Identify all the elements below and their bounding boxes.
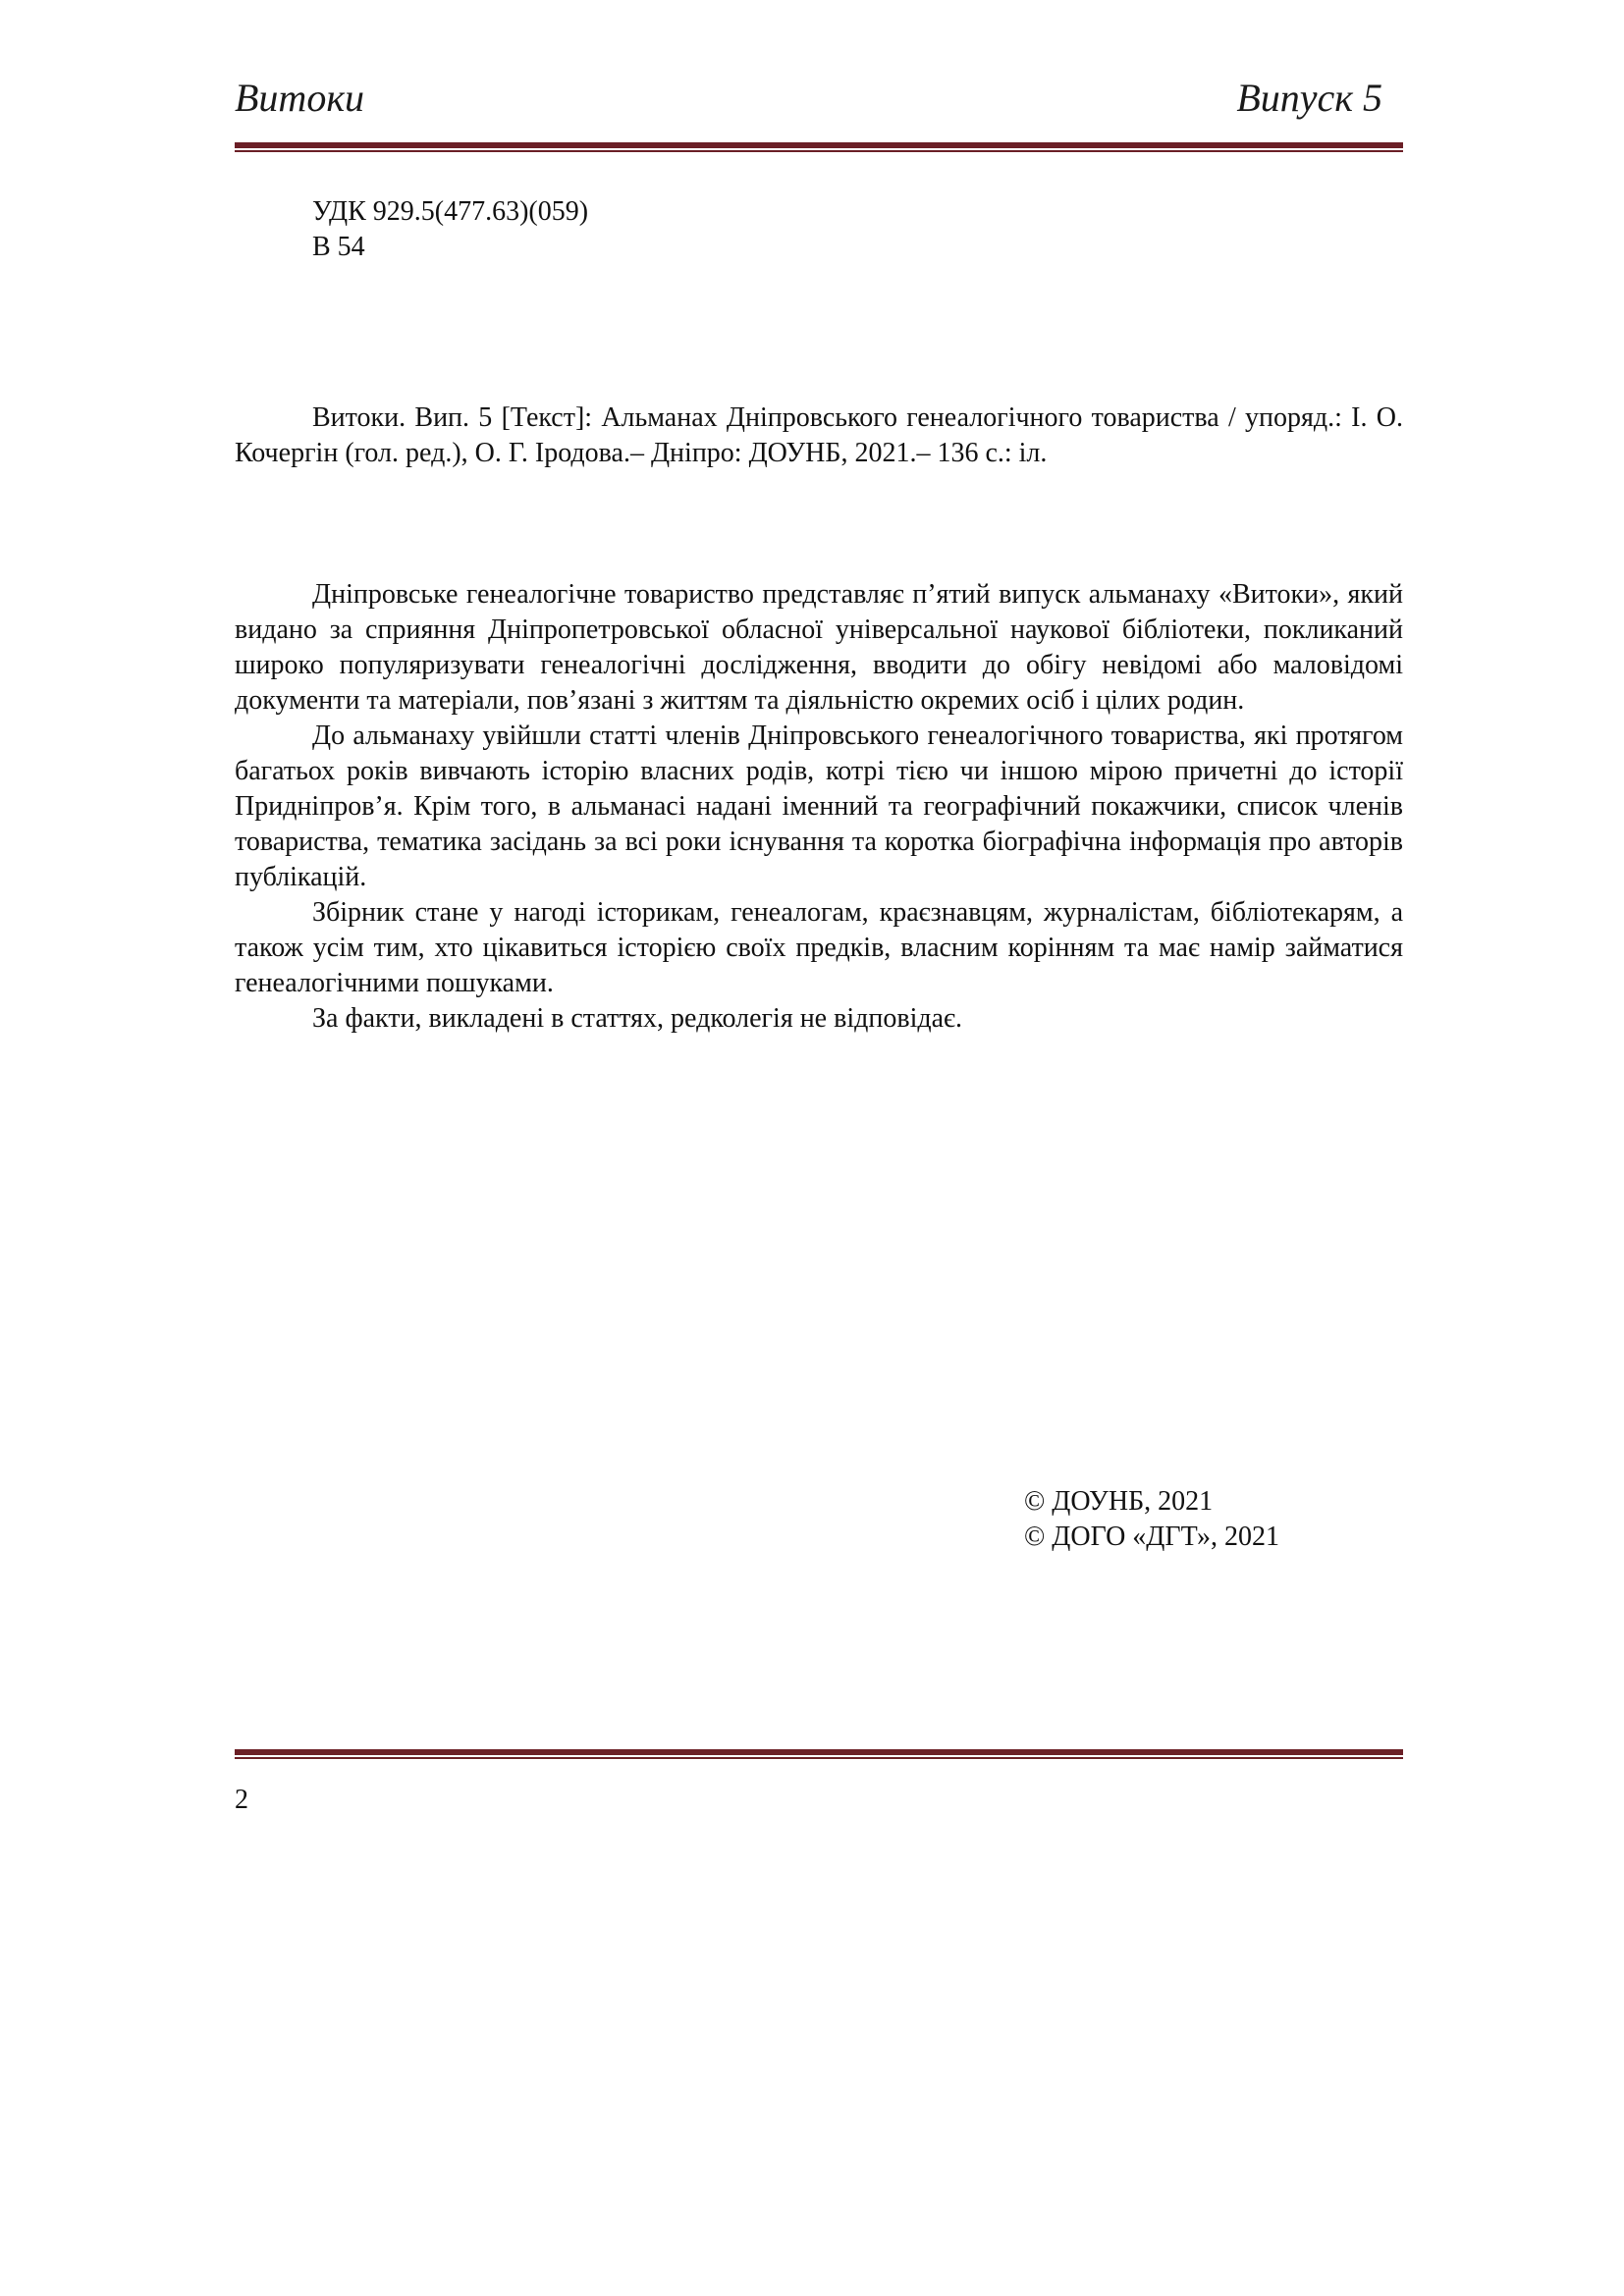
annotation bbox=[235, 577, 1403, 1037]
copyright-line: © ДОУНБ, 2021 bbox=[1024, 1486, 1214, 1517]
bibliographic-record: Витоки. Вип. 5 [Текст]: Альманах Дніпровського генеалогічного товариства / упоряд.: І. О. Кочергін (гол. ред.), О. Г. Іродова.– Дніпро: ДОУНБ, 2021.– 136 с.: іл. bbox=[235, 402, 1403, 468]
bbk-code: В 54 bbox=[312, 232, 365, 262]
page-number: 2 bbox=[235, 1785, 248, 1815]
header-rule-thin bbox=[235, 150, 1403, 152]
annotation-paragraph: До альманаху увійшли статті членів Дніпровського генеалогічного товариства, які протягом багатьох років вивчають історію власних родів, котрі тією чи іншою мірою причетні до історії Придніпров’я. Крім того, в альманасі надані іменний та географічний покажчики, список членів товариства, тематика засідань за всі роки існування та коротка біографічна інформація про авторів публікацій. bbox=[235, 721, 1403, 892]
annotation-paragraph: Збірник стане у нагоді історикам, генеалогам, краєзнавцям, журналістам, бібліотекарям, а також усім тим, хто цікавиться історією своїх предків, власним корінням та має намір займатися генеалогічними пошуками. bbox=[235, 897, 1403, 998]
running-title-right: Випуск 5 bbox=[1236, 76, 1382, 120]
header-rule bbox=[235, 142, 1403, 152]
classification-codes bbox=[312, 194, 588, 265]
copyright-block bbox=[1024, 1484, 1279, 1555]
udk-code: УДК 929.5(477.63)(059) bbox=[312, 196, 589, 227]
footer-rule-thin bbox=[235, 1757, 1403, 1759]
annotation-paragraph: За факти, викладені в статтях, редколегія не відповідає. bbox=[312, 1003, 963, 1034]
footer-rule-thick bbox=[235, 1749, 1403, 1755]
footer-rule bbox=[235, 1749, 1403, 1759]
annotation-paragraph: Дніпровське генеалогічне товариство представляє п’ятий випуск альманаху «Витоки», який видано за сприяння Дніпропетровської обласної універсальної наукової бібліотеки, покликаний широко популяризувати генеалогічні дослідження, вводити до обігу невідомі або маловідомі документи та матеріали, пов’язані з життям та діяльністю окремих осіб і цілих родин. bbox=[235, 579, 1403, 716]
running-title-left: Витоки bbox=[235, 76, 365, 120]
copyright-line: © ДОГО «ДГТ», 2021 bbox=[1024, 1522, 1279, 1552]
header-rule-thick bbox=[235, 142, 1403, 148]
